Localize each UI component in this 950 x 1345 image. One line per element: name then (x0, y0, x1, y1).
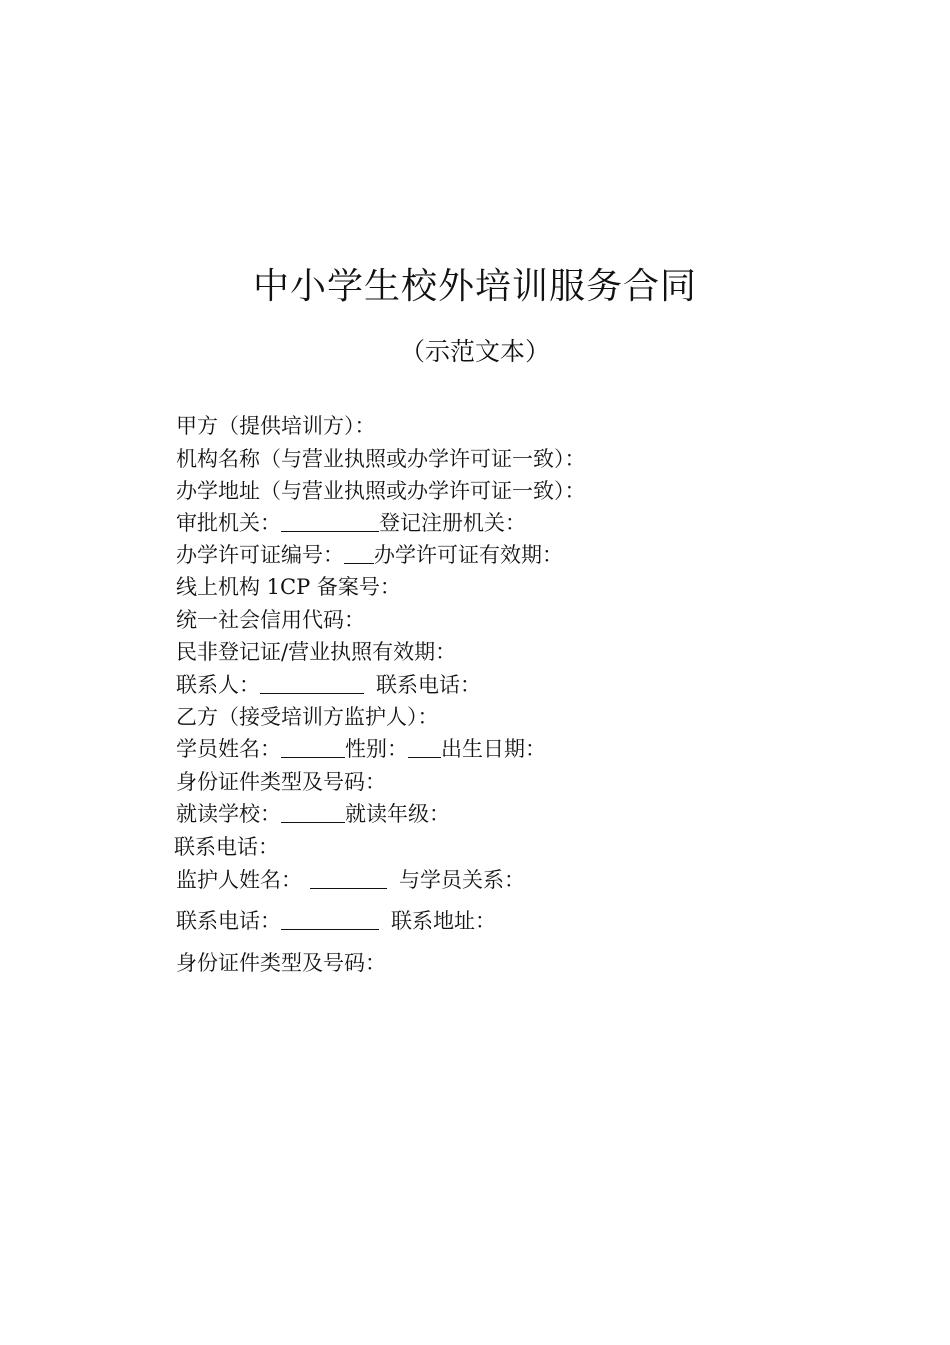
approval-authority-label: 审批机关： (176, 511, 281, 535)
student-phone-line: 联系电话： (174, 835, 279, 859)
org-name-line: 机构名称（与营业执照或办学许可证一致）： (176, 447, 586, 471)
credit-code-line: 统一社会信用代码： (176, 608, 365, 632)
school-blank[interactable] (281, 800, 345, 823)
party-b-heading: 乙方（接受培训方监护人）： (176, 705, 439, 729)
gender-blank[interactable] (408, 735, 441, 758)
guardian-address-label: 联系地址： (391, 909, 496, 933)
grade-label: 就读年级： (345, 802, 450, 826)
birth-date-label: 出生日期： (441, 737, 546, 761)
party-a-heading: 甲方（提供培训方）： (176, 414, 376, 438)
student-name-label: 学员姓名： (176, 737, 281, 761)
student-name-blank[interactable] (281, 735, 345, 758)
document-subtitle: （示范文本） (399, 337, 550, 366)
guardian-phone-label: 联系电话： (176, 909, 281, 933)
contact-person-label: 联系人： (176, 673, 260, 697)
relationship-label: 与学员关系： (399, 868, 525, 892)
icp-line: 线上机构 1CP 备案号： (176, 575, 401, 599)
guardian-phone-blank[interactable] (281, 907, 379, 930)
guardian-name-line (176, 864, 525, 896)
student-info-line (176, 733, 546, 765)
gender-label: 性别： (345, 737, 408, 761)
guardian-name-label: 监护人姓名： (176, 868, 302, 892)
authority-line (176, 507, 526, 539)
document-title: 中小学生校外培训服务合同 (252, 266, 697, 307)
party-a-phone-label: 联系电话： (376, 673, 481, 697)
license-number-blank[interactable] (344, 541, 374, 564)
school-label: 就读学校： (176, 802, 281, 826)
license-number-label: 办学许可证编号： (176, 543, 344, 567)
guardian-id-line: 身份证件类型及号码： (176, 951, 386, 975)
registration-validity-line: 民非登记证/营业执照有效期： (176, 640, 457, 664)
guardian-name-blank[interactable] (310, 866, 387, 889)
party-a-contact-line (176, 669, 481, 701)
license-line (176, 539, 563, 571)
registration-authority-label: 登记注册机关： (379, 511, 526, 535)
approval-authority-blank[interactable] (281, 509, 379, 532)
contact-person-blank[interactable] (260, 671, 364, 694)
guardian-contact-line (176, 905, 496, 937)
school-grade-line (176, 798, 450, 830)
student-id-line: 身份证件类型及号码： (176, 770, 386, 794)
school-address-line: 办学地址（与营业执照或办学许可证一致）： (176, 479, 586, 503)
license-validity-label: 办学许可证有效期： (374, 543, 563, 567)
